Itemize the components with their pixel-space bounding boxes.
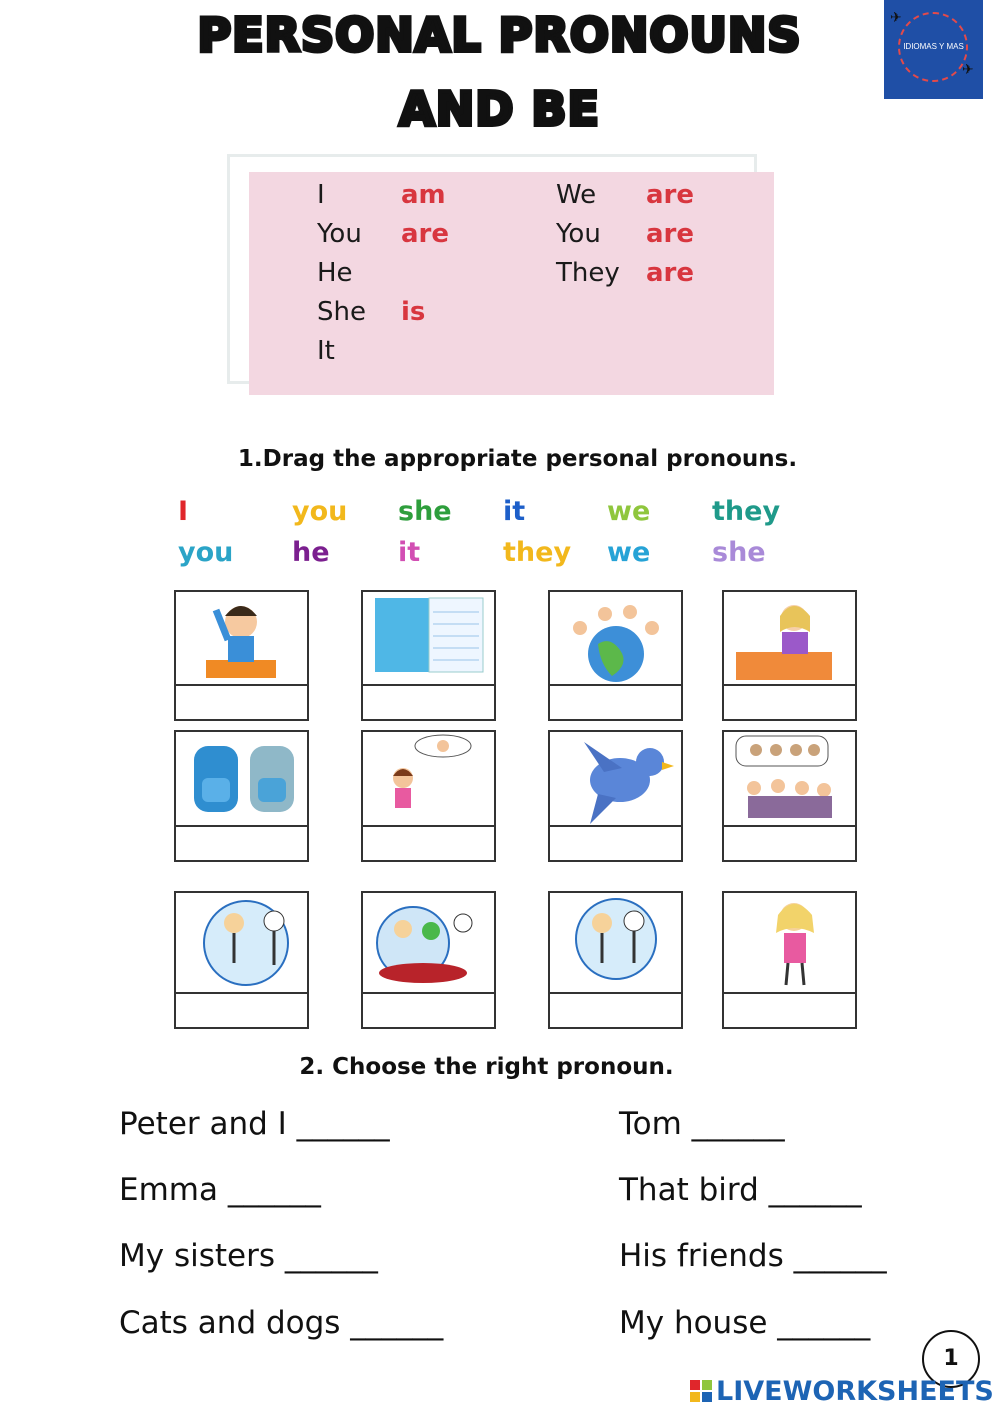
pronoun-chip-you[interactable]: you [178, 537, 234, 568]
pronoun-you-plural: You [556, 219, 601, 249]
answer-drop-box[interactable] [548, 684, 683, 721]
sentence-item: That bird ______ [619, 1172, 862, 1208]
picture-card [548, 590, 683, 719]
picture-card [361, 590, 496, 719]
sentence-item: Tom ______ [619, 1106, 785, 1142]
verb-am: am [401, 180, 446, 210]
two-backpacks-image [176, 732, 307, 825]
sentence-item: My sisters ______ [119, 1238, 378, 1274]
pronoun-chip-they[interactable]: they [503, 537, 572, 568]
pronoun-chip-they[interactable]: they [712, 496, 781, 527]
pronoun-i: I [317, 180, 325, 210]
brand-logo [884, 0, 983, 99]
answer-drop-box[interactable] [722, 684, 857, 721]
exercise-1-heading: 1.Drag the appropriate personal pronouns. [237, 446, 798, 472]
picture-card [548, 730, 683, 860]
teacher-at-desk-image [724, 592, 855, 684]
pronoun-chip-he[interactable]: he [292, 537, 330, 568]
verb-are: are [646, 219, 695, 249]
answer-drop-box[interactable] [548, 992, 683, 1029]
boy-raising-hand-image [176, 592, 307, 684]
picture-card [174, 730, 309, 860]
girl-image [724, 893, 855, 992]
answer-drop-box[interactable] [548, 825, 683, 862]
girl-speaking-image [363, 732, 494, 825]
children-on-globe-image [550, 592, 681, 684]
pronoun-chip-we[interactable]: we [607, 496, 651, 527]
sentence-item: Peter and I ______ [119, 1106, 390, 1142]
picture-card [174, 891, 309, 1027]
verb-are: are [646, 180, 695, 210]
logo-text: IDIOMAS Y MAS [903, 42, 964, 51]
two-boys-circle-image [176, 893, 307, 992]
sentence-item: Emma ______ [119, 1172, 321, 1208]
answer-drop-box[interactable] [361, 825, 496, 862]
sentence-item: His friends ______ [619, 1238, 887, 1274]
group-speaking-image [724, 732, 855, 825]
verb-are: are [646, 258, 695, 288]
pronoun-chip-you[interactable]: you [292, 496, 348, 527]
answer-drop-box[interactable] [174, 992, 309, 1029]
answer-drop-box[interactable] [174, 684, 309, 721]
pronoun-chip-we[interactable]: we [607, 537, 651, 568]
picture-card [722, 891, 857, 1027]
pair-in-circle-image [550, 893, 681, 992]
notebook-image [363, 592, 494, 684]
picture-card [548, 891, 683, 1027]
answer-drop-box[interactable] [722, 992, 857, 1029]
pronoun-he: He [317, 258, 353, 288]
three-kids-circle-image [363, 893, 494, 992]
answer-drop-box[interactable] [361, 684, 496, 721]
plane-icon: ✈ [962, 62, 974, 78]
pronoun-chip-it[interactable]: it [503, 496, 526, 527]
verb-are: are [401, 219, 450, 249]
pronoun-it: It [317, 336, 335, 366]
answer-drop-box[interactable] [722, 825, 857, 862]
pronoun-chip-it[interactable]: it [398, 537, 421, 568]
liveworksheets-logo-icon [690, 1380, 712, 1402]
pronoun-chip-she[interactable]: she [398, 496, 452, 527]
title-line-1: PERSONAL PRONOUNS [197, 8, 802, 62]
title-line-2: AND BE [399, 82, 600, 136]
picture-card [722, 730, 857, 860]
pronoun-chip-i[interactable]: I [178, 496, 189, 527]
blue-bird-image [550, 732, 681, 825]
verb-is: is [401, 297, 426, 327]
picture-card [361, 891, 496, 1027]
picture-card [361, 730, 496, 860]
pronoun-they: They [556, 258, 620, 288]
picture-card [174, 590, 309, 719]
exercise-2-heading: 2. Choose the right pronoun. [299, 1054, 674, 1080]
pronoun-we: We [556, 180, 597, 210]
sentence-item: My house ______ [619, 1305, 871, 1341]
liveworksheets-brand: LIVEWORKSHEETS [716, 1376, 994, 1407]
picture-card [722, 590, 857, 719]
answer-drop-box[interactable] [361, 992, 496, 1029]
plane-icon: ✈ [890, 10, 902, 26]
answer-drop-box[interactable] [174, 825, 309, 862]
pronoun-chip-she[interactable]: she [712, 537, 766, 568]
pronoun-you: You [317, 219, 362, 249]
pronoun-she: She [317, 297, 366, 327]
sentence-item: Cats and dogs ______ [119, 1305, 444, 1341]
page-number: 1 [922, 1330, 980, 1388]
